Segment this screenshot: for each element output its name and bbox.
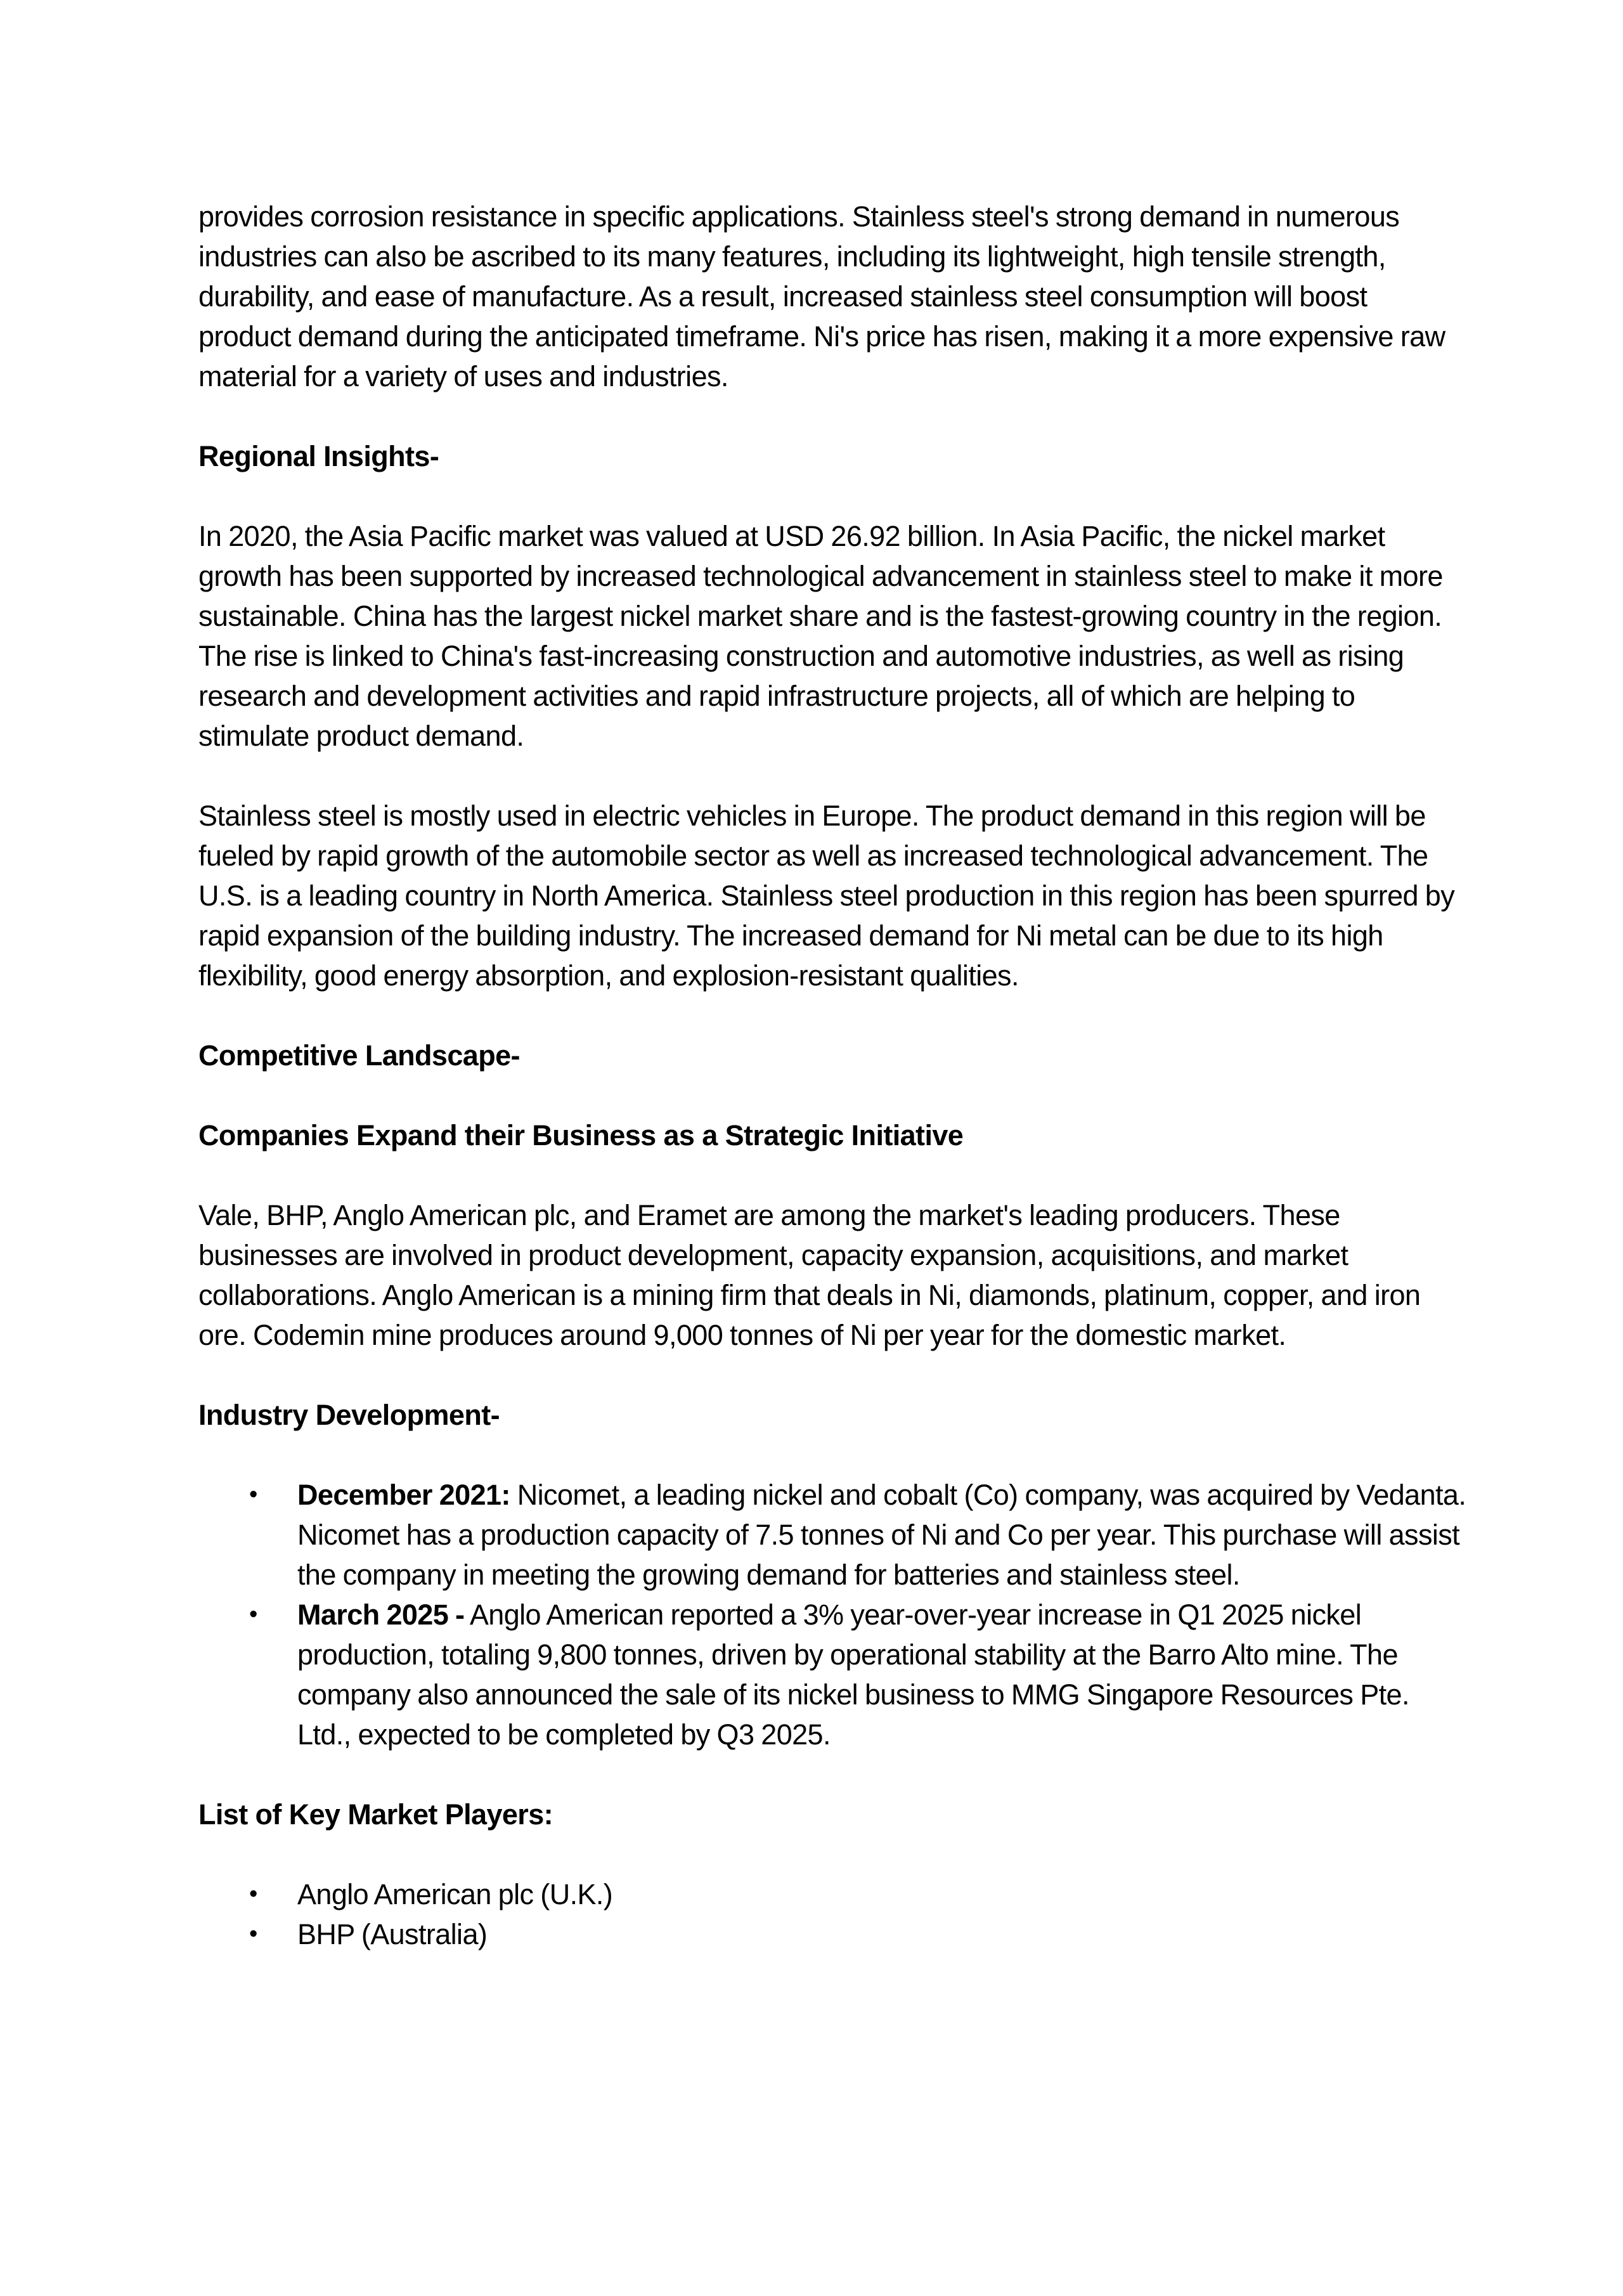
competitive-landscape-heading: Competitive Landscape- bbox=[198, 1039, 520, 1072]
item-date-label: December 2021: bbox=[297, 1479, 510, 1511]
regional-insights-section bbox=[198, 436, 1466, 996]
bullet-icon: • bbox=[249, 1601, 257, 1628]
competitive-paragraph: Vale, BHP, Anglo American plc, and Eramet are among the market's leading producers. These businesses are involved in product development, capacity expansion, acquisitions, and market collaborations. Anglo American is a mining firm that deals in Ni, diamonds, platinum, copper, and iron ore. Codemin mine produces around 9,000 tonnes of Ni per year for the domestic market. bbox=[198, 1199, 1421, 1351]
regional-insights-heading: Regional Insights- bbox=[198, 440, 439, 472]
list-item bbox=[198, 1475, 1466, 1595]
spacer bbox=[198, 396, 1466, 436]
player-name: BHP (Australia) bbox=[297, 1918, 488, 1950]
player-name: Anglo American plc (U.K.) bbox=[297, 1878, 613, 1910]
document-page bbox=[198, 197, 1466, 1954]
regional-paragraph-asia-pacific: In 2020, the Asia Pacific market was valued at USD 26.92 billion. In Asia Pacific, the nickel market growth has been supported by increased technological advancement in stainless steel to make it more sustainable. China has the largest nickel market share and is the fastest-growing country in the region. The rise is linked to China's fast-increasing construction and automotive industries, as well as rising research and development activities and rapid infrastructure projects, all of which are helping to stimulate product demand. bbox=[198, 520, 1443, 752]
spacer bbox=[198, 1155, 1466, 1195]
regional-paragraph-europe-na: Stainless steel is mostly used in electric vehicles in Europe. The product demand in this region will be fueled by rapid growth of the automobile sector as well as increased technological advancement. The U.S. is a leading country in North America. Stainless steel production in this region has been spurred by rapid expansion of the building industry. The increased demand for Ni metal can be due to its high flexibility, good energy absorption, and explosion-resistant qualities. bbox=[198, 800, 1455, 992]
bullet-icon: • bbox=[249, 1881, 257, 1907]
bullet-icon: • bbox=[249, 1481, 257, 1508]
spacer bbox=[198, 1435, 1466, 1475]
spacer bbox=[198, 996, 1466, 1035]
item-text: Anglo American reported a 3% year-over-year increase in Q1 2025 nickel production, totaling 9,800 tonnes, driven by operational stability at the Barro Alto mine. The company also announced the sale of its nickel business to MMG Singapore Resources Pte. Ltd., expected to be completed by Q3 2025. bbox=[297, 1599, 1409, 1751]
intro-paragraph: provides corrosion resistance in specific applications. Stainless steel's strong demand in numerous industries can also be ascribed to its many features, including its lightweight, high tensile strength, durability, and ease of manufacture. As a result, increased stainless steel consumption will boost product demand during the anticipated timeframe. Ni's price has risen, making it a more expensive raw material for a variety of uses and industries. bbox=[198, 200, 1445, 392]
industry-development-section bbox=[198, 1395, 1466, 1754]
spacer bbox=[198, 1754, 1466, 1794]
key-players-section bbox=[198, 1794, 1466, 1954]
key-players-heading: List of Key Market Players: bbox=[198, 1798, 553, 1831]
list-item bbox=[198, 1914, 1466, 1954]
key-players-list bbox=[198, 1874, 1466, 1954]
bullet-icon: • bbox=[249, 1921, 257, 1947]
spacer bbox=[198, 1355, 1466, 1395]
spacer bbox=[198, 756, 1466, 796]
industry-development-list bbox=[198, 1475, 1466, 1754]
industry-development-heading: Industry Development- bbox=[198, 1399, 500, 1431]
spacer bbox=[198, 476, 1466, 516]
spacer bbox=[198, 1075, 1466, 1115]
spacer bbox=[198, 1834, 1466, 1874]
competitive-landscape-section bbox=[198, 1035, 1466, 1355]
list-item bbox=[198, 1874, 1466, 1914]
item-date-label: March 2025 - bbox=[297, 1599, 465, 1631]
item-text: Nicomet, a leading nickel and cobalt (Co) company, was acquired by Vedanta. Nicomet has a production capacity of 7.5 tonnes of Ni and Co per year. This purchase will assist the company in meeting the growing demand for batteries and stainless steel. bbox=[297, 1479, 1466, 1591]
competitive-subheading: Companies Expand their Business as a Strategic Initiative bbox=[198, 1119, 964, 1151]
list-item bbox=[198, 1595, 1466, 1754]
